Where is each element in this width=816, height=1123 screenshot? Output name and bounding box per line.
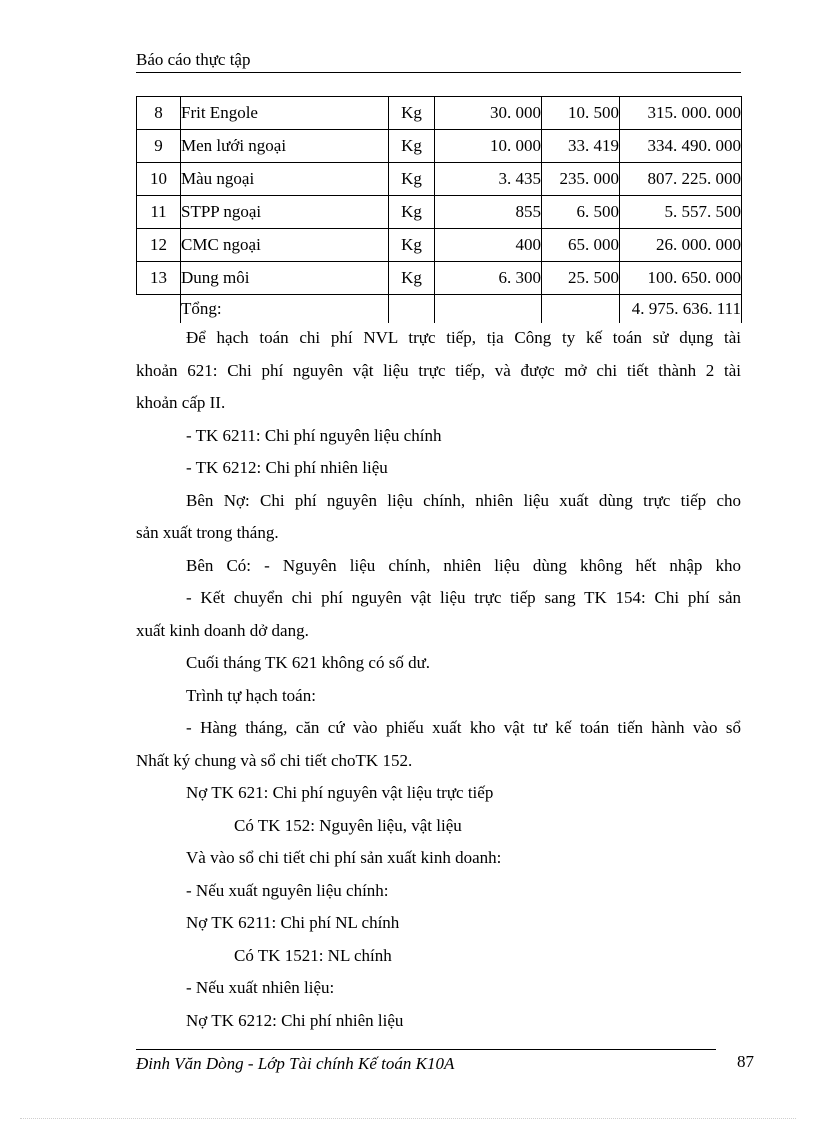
entry-debit-621: Nợ TK 621: Chi phí nguyên vật liệu trực tiếp: [186, 783, 494, 802]
account-6211-line: - TK 6211: Chi phí nguyên liệu chính: [186, 425, 442, 445]
row-qty-cell: 10. 000: [435, 130, 542, 163]
materials-table: [136, 96, 742, 323]
page-header-title: Báo cáo thực tập: [136, 50, 251, 69]
row-price-cell: 235. 000: [542, 163, 620, 196]
table-row: [137, 196, 742, 229]
row-stt-cell: 13: [137, 262, 181, 295]
row-name-cell: STPP ngoại: [181, 196, 389, 229]
page-number: 87: [737, 1052, 754, 1071]
row-qty-cell: 6. 300: [435, 262, 542, 295]
row-qty-cell: 3. 435: [435, 163, 542, 196]
row-unit-cell: Kg: [389, 97, 435, 130]
table-row: [137, 262, 742, 295]
credit-side-line: Bên Có: - Nguyên liệu chính, nhiên liệu dùng không hết nhập kho: [186, 555, 741, 575]
table-row: [137, 163, 742, 196]
fuel-case: - Nếu xuất nhiên liệu:: [186, 978, 335, 997]
transfer-line: xuất kinh doanh dở dang.: [136, 620, 309, 640]
page-edge-divider: [20, 1118, 796, 1119]
entry-debit-6212: Nợ TK 6212: Chi phí nhiên liệu: [186, 1010, 404, 1030]
procedure-heading: Trình tự hạch toán:: [186, 685, 316, 705]
paragraph-line: Để hạch toán chi phí NVL trực tiếp, tịa Công ty kế toán sử dụng tài: [186, 328, 741, 347]
row-qty-cell: 30. 000: [435, 97, 542, 130]
monthly-line: Nhất ký chung và sổ chi tiết choTK 152.: [136, 750, 413, 770]
paragraph-line: khoản cấp II.: [136, 393, 226, 412]
row-price-cell: 33. 419: [542, 130, 620, 163]
row-amount-cell: 5. 557. 500: [620, 196, 742, 229]
row-unit-cell: Kg: [389, 229, 435, 262]
row-qty-cell: 855: [435, 196, 542, 229]
row-stt-cell: 11: [137, 196, 181, 229]
row-unit-cell: Kg: [389, 262, 435, 295]
row-stt-cell: 8: [137, 97, 181, 130]
paragraph-line: khoản 621: Chi phí nguyên vật liệu trực tiếp, và được mở chi tiết thành 2 tài: [136, 360, 741, 380]
row-stt-cell: 10: [137, 163, 181, 196]
row-unit-cell: Kg: [389, 130, 435, 163]
row-name-cell: Màu ngoại: [181, 163, 389, 196]
row-name-cell: CMC ngoại: [181, 229, 389, 262]
debit-side-line: Bên Nợ: Chi phí nguyên liệu chính, nhiên liệu xuất dùng trực tiếp cho: [186, 490, 741, 510]
transfer-line: - Kết chuyển chi phí nguyên vật liệu trực tiếp sang TK 154: Chi phí sản: [186, 588, 741, 607]
table-row: [137, 229, 742, 262]
row-qty-cell: 400: [435, 229, 542, 262]
row-unit-cell: Kg: [389, 196, 435, 229]
main-material-case: - Nếu xuất nguyên liệu chính:: [186, 880, 389, 900]
footer-divider: [136, 1049, 716, 1050]
entry-credit-152: Có TK 152: Nguyên liệu, vật liệu: [234, 815, 462, 835]
row-name-cell: Men lưới ngoại: [181, 130, 389, 163]
month-end-line: Cuối tháng TK 621 không có số dư.: [186, 653, 431, 672]
row-amount-cell: 807. 225. 000: [620, 163, 742, 196]
entry-debit-6211: Nợ TK 6211: Chi phí NL chính: [186, 913, 400, 932]
body-text: [136, 322, 741, 1037]
row-stt-cell: 12: [137, 229, 181, 262]
row-stt-cell: 9: [137, 130, 181, 163]
total-label-cell: Tổng:: [181, 295, 389, 324]
total-price-cell: [542, 295, 620, 324]
monthly-line: - Hàng tháng, căn cứ vào phiếu xuất kho vật tư kế toán tiến hành vào sổ: [186, 718, 741, 737]
row-unit-cell: Kg: [389, 163, 435, 196]
total-stt-cell: [137, 295, 181, 324]
row-name-cell: Frit Engole: [181, 97, 389, 130]
row-amount-cell: 26. 000. 000: [620, 229, 742, 262]
total-amount-cell: 4. 975. 636. 111: [620, 295, 742, 324]
entry-credit-1521: Có TK 1521: NL chính: [234, 945, 392, 965]
row-price-cell: 6. 500: [542, 196, 620, 229]
row-price-cell: 65. 000: [542, 229, 620, 262]
table-row: [137, 130, 742, 163]
row-price-cell: 25. 500: [542, 262, 620, 295]
row-name-cell: Dung môi: [181, 262, 389, 295]
table-row: [137, 97, 742, 130]
footer-author: Đinh Văn Dòng - Lớp Tài chính Kế toán K10A: [136, 1054, 455, 1073]
table-total-row: [137, 295, 742, 324]
row-amount-cell: 334. 490. 000: [620, 130, 742, 163]
row-amount-cell: 100. 650. 000: [620, 262, 742, 295]
row-amount-cell: 315. 000. 000: [620, 97, 742, 130]
header-divider: [136, 72, 741, 73]
row-price-cell: 10. 500: [542, 97, 620, 130]
detail-ledger-line: Và vào sổ chi tiết chi phí sản xuất kinh doanh:: [186, 848, 502, 867]
debit-side-line: sản xuất trong tháng.: [136, 523, 279, 542]
total-unit-cell: [389, 295, 435, 324]
account-6212-line: - TK 6212: Chi phí nhiên liệu: [186, 458, 388, 477]
total-qty-cell: [435, 295, 542, 324]
materials-table-body: [137, 97, 742, 324]
